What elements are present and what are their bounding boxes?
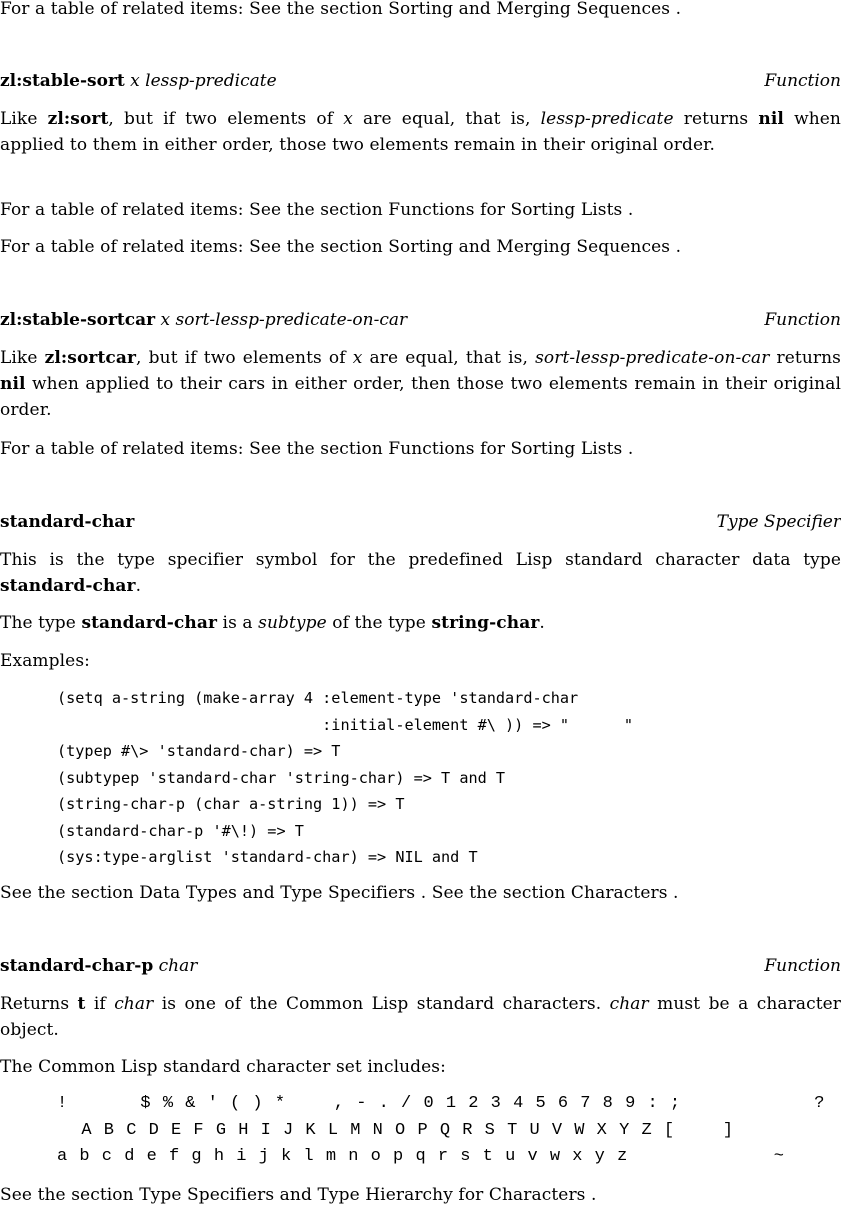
related-prefix: For a table of related items: See the section: [0, 0, 383, 19]
related-items-line: For a table of related items: See the section Sorting and Merging Sequences .: [0, 0, 682, 19]
entry-description: Returns t if char is one of the Common Lisp standard characters. char must be a character object.: [0, 994, 841, 1040]
entry-args: x lessp-predicate: [130, 71, 277, 91]
charset-line: ! $ % & ' ( ) * , - . / 0 1 2 3 4 5 6 7 8 9 : ; ?: [57, 1094, 825, 1113]
entry-description: The type standard-char is a subtype of the type string-char.: [0, 613, 545, 633]
see-also-line: See the section Data Types and Type Specifiers . See the section Characters .: [0, 883, 679, 903]
entry-description: Like zl:sortcar, but if two elements of x are equal, that is, sort-lessp-predicate-on-car returns nil when applied to their cars in either order, then those two elements remain in their original order.: [0, 348, 841, 420]
code-example: [57, 685, 633, 871]
link-data-types[interactable]: Data Types and Type Specifiers: [139, 883, 416, 903]
entry-header-stable-sort: [0, 69, 841, 93]
entry-header-standard-char-p: [0, 954, 841, 978]
entry-kind: Function: [764, 956, 841, 976]
code-line: (standard-char-p '#\!) => T: [57, 821, 304, 840]
code-line: (setq a-string (make-array 4 :element-type 'standard-char: [57, 689, 579, 707]
code-line: (subtypep 'standard-char 'string-char) => T and T: [57, 768, 506, 787]
entry-kind: Function: [764, 71, 841, 91]
standard-character-set: [57, 1091, 825, 1171]
code-line: :initial-element #\ )) => " ": [57, 715, 634, 734]
entry-header-standard-char: [0, 510, 841, 534]
entry-args: x sort-lessp-predicate-on-car: [160, 310, 408, 330]
related-items-line: For a table of related items: See the section Sorting and Merging Sequences .: [0, 237, 682, 257]
link-functions-sorting[interactable]: Functions for Sorting Lists: [388, 200, 623, 220]
entry-description: Like zl:sort, but if two elements of x are equal, that is, lessp-predicate returns nil when applied to them in either order, those two elements remain in their original order.: [0, 109, 841, 155]
entry-args: char: [158, 956, 198, 976]
examples-label: Examples:: [0, 651, 90, 671]
charset-line: a b c d e f g h i j k l m n o p q r s t u v w x y z ~: [57, 1147, 784, 1166]
link-type-hierarchy-characters[interactable]: Type Specifiers and Type Hierarchy for Characters: [139, 1185, 586, 1205]
charset-line: A B C D E F G H I J K L M N O P Q R S T U V W X Y Z [ ]: [57, 1120, 734, 1140]
entry-name: standard-char-p: [0, 956, 154, 976]
ref-zl-sortcar: zl:sortcar: [44, 348, 137, 368]
code-line: (string-char-p (char a-string 1)) => T: [57, 795, 405, 813]
entry-header-stable-sortcar: [0, 308, 841, 332]
related-items-line: For a table of related items: See the section Functions for Sorting Lists .: [0, 200, 634, 220]
link-sorting-merging[interactable]: Sorting and Merging Sequences: [388, 237, 671, 257]
entry-kind: Function: [764, 310, 841, 330]
code-line: (typep #\> 'standard-char) => T: [57, 742, 341, 760]
link-characters[interactable]: Characters: [570, 883, 668, 903]
entry-name: standard-char: [0, 512, 135, 532]
see-also-line: See the section Type Specifiers and Type Hierarchy for Characters .: [0, 1185, 597, 1205]
code-line: (sys:type-arglist 'standard-char) => NIL and T: [57, 848, 478, 866]
charset-intro: The Common Lisp standard character set includes:: [0, 1057, 446, 1077]
ref-zl-sort: zl:sort: [47, 109, 109, 129]
entry-description: This is the type specifier symbol for the predefined Lisp standard character data type standard-char.: [0, 550, 841, 596]
link-sorting-merging[interactable]: Sorting and Merging Sequences: [388, 0, 671, 19]
link-functions-sorting[interactable]: Functions for Sorting Lists: [388, 439, 623, 459]
related-items-line: For a table of related items: See the section Functions for Sorting Lists .: [0, 439, 634, 459]
entry-name: zl:stable-sort: [0, 71, 125, 91]
entry-name: zl:stable-sortcar: [0, 310, 156, 330]
entry-kind: Type Specifier: [716, 512, 841, 532]
